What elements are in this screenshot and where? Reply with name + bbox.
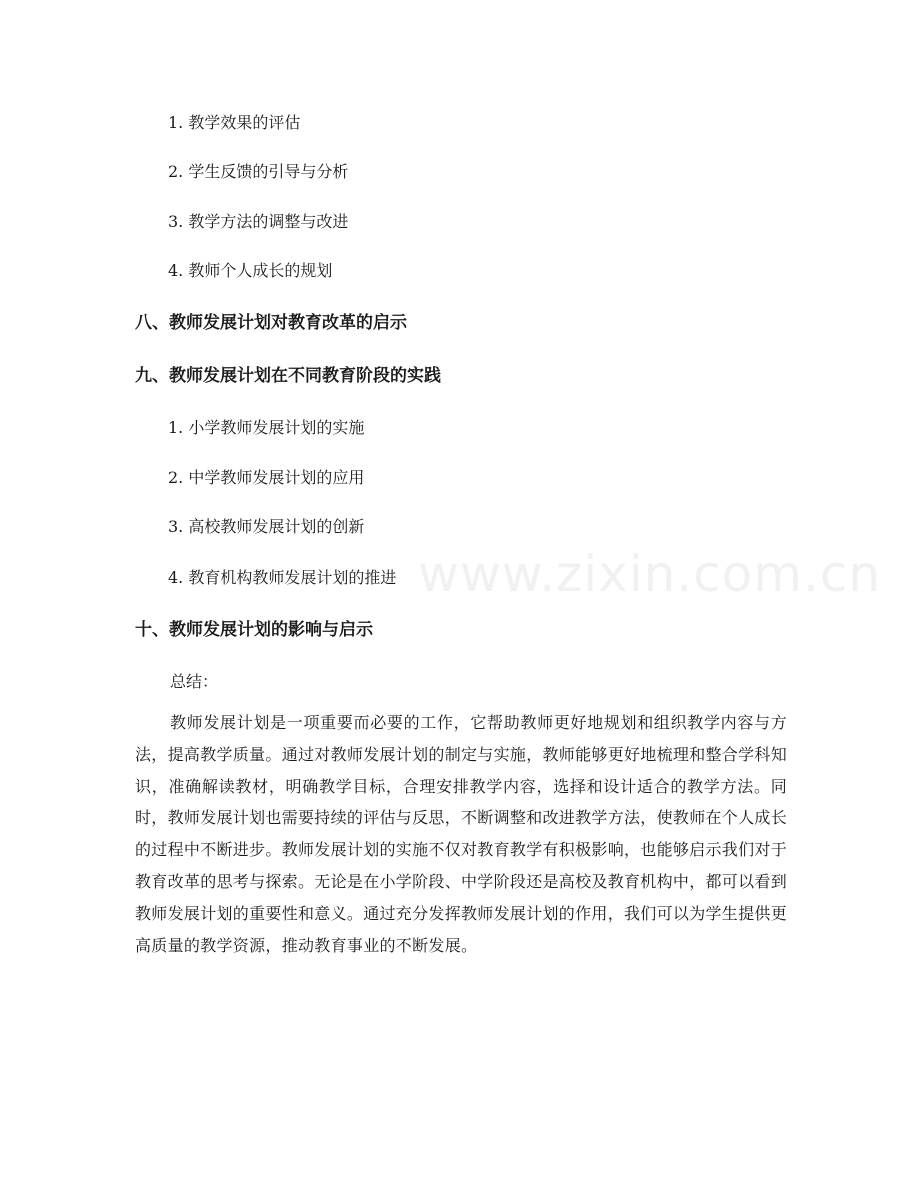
list-item: 1. 小学教师发展计划的实施 (168, 418, 365, 437)
list-item: 3. 高校教师发展计划的创新 (168, 517, 365, 536)
list-item: 4. 教育机构教师发展计划的推进 (168, 568, 397, 587)
section-heading-8: 八、教师发展计划对教育改革的启示 (135, 313, 407, 333)
summary-label: 总结： (170, 672, 219, 691)
list-item: 1. 教学效果的评估 (168, 113, 301, 132)
summary-paragraph: 教师发展计划是一项重要而必要的工作，它帮助教师更好地规划和组织教学内容与方法，提高教学质量。通过对教师发展计划的制定与实施，教师能够更好地梳理和整合学科知识，准确解读教材，明确教学目标，合理安排教学内容，选择和设计适合的教学方法。同时，教师发展计划也需要持续的评估与反思，不断调整和改进教学方法，使教师在个人成长的过程中不断进步。教师发展计划的实施不仅对教育教学有积极影响，也能够启示我们对于教育改革的思考与探索。无论是在小学阶段、中学阶段还是高校及教育机构中，都可以看到教师发展计划的重要性和意义。通过充分发挥教师发展计划的作用，我们可以为学生提供更高质量的教学资源，推动教育事业的不断发展。 (135, 713, 788, 955)
list-item: 2. 学生反馈的引导与分析 (168, 162, 349, 181)
section-heading-9: 九、教师发展计划在不同教育阶段的实践 (135, 366, 441, 386)
list-item: 2. 中学教师发展计划的应用 (168, 468, 365, 487)
list-item: 4. 教师个人成长的规划 (168, 261, 333, 280)
list-item: 3. 教学方法的调整与改进 (168, 212, 349, 231)
watermark: www.zixin.com.cn (418, 545, 882, 603)
section-heading-10: 十、教师发展计划的影响与启示 (135, 620, 373, 640)
